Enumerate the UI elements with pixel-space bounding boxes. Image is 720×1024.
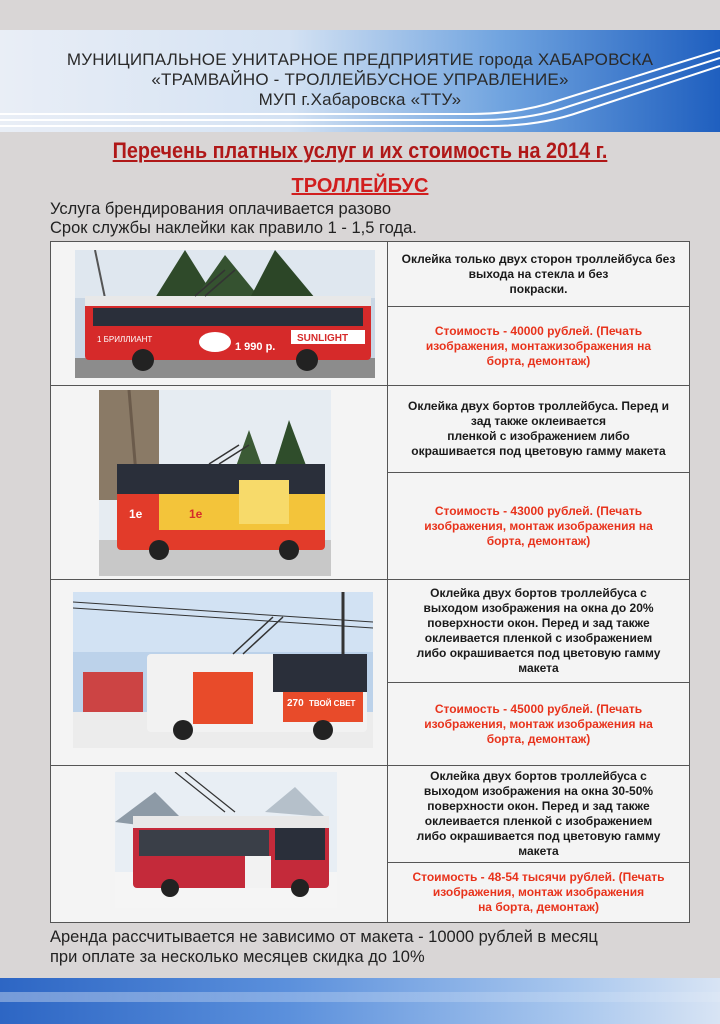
photo-cell bbox=[51, 580, 388, 765]
services-table bbox=[50, 241, 690, 923]
ad-text-b: ТВОЙ СВЕТ bbox=[309, 699, 356, 708]
trolleybus-photo-4 bbox=[115, 772, 337, 908]
photo-cell bbox=[51, 766, 388, 922]
desc-line: оклеивается пленкой с изображением bbox=[424, 814, 653, 828]
price-line: на борта, демонтаж) bbox=[478, 900, 599, 914]
org-line-3: МУП г.Хабаровска «ТТУ» bbox=[258, 90, 462, 109]
ad-text-a: 1e bbox=[129, 507, 143, 521]
desc-line: либо окрашивается под цветовую гамму bbox=[416, 646, 661, 660]
photo-cell bbox=[51, 242, 388, 385]
ad-text-c: SUNLIGHT bbox=[297, 333, 349, 344]
ad-text-b: 1 990 р. bbox=[235, 341, 276, 353]
desc-line: Оклейка только двух сторон троллейбуса без bbox=[401, 251, 676, 266]
bottom-banner-shine bbox=[0, 992, 720, 1002]
desc-line: Оклейка двух бортов троллейбуса с bbox=[430, 586, 647, 600]
desc-line: выходом изображения на окна до 20% bbox=[423, 601, 654, 615]
top-margin bbox=[0, 0, 720, 30]
price-line: изображения, монтаж изображения bbox=[432, 885, 645, 899]
desc-line: зад также оклеивается bbox=[470, 414, 607, 428]
desc-line: либо окрашивается под цветовую гамму bbox=[416, 829, 661, 843]
table-row bbox=[51, 580, 689, 766]
table-row bbox=[51, 386, 689, 580]
service-description bbox=[388, 386, 689, 472]
section-title: ТРОЛЛЕЙБУС bbox=[291, 175, 429, 197]
bottom-banner bbox=[0, 978, 720, 1024]
desc-line: пленкой с изображением либо bbox=[447, 429, 630, 443]
desc-line: оклеивается пленкой с изображением bbox=[424, 631, 653, 645]
desc-line: макета bbox=[518, 844, 559, 858]
trolleybus-photo-1 bbox=[75, 250, 375, 378]
table-row bbox=[51, 242, 689, 386]
footer-line-1: Аренда рассчитывается не зависимо от макета - 10000 рублей в месяц bbox=[50, 928, 598, 946]
org-line-2: «ТРАМВАЙНО - ТРОЛЛЕЙБУСНОЕ УПРАВЛЕНИЕ» bbox=[151, 70, 569, 89]
ad-text-b: 1e bbox=[189, 507, 203, 521]
price-line: борта, демонтаж) bbox=[486, 534, 591, 548]
price-line: Стоимость - 40000 рублей. (Печать bbox=[434, 324, 643, 338]
desc-line: Оклейка двух бортов троллейбуса. Перед и bbox=[407, 399, 669, 413]
price-line: Стоимость - 45000 рублей. (Печать bbox=[434, 702, 643, 716]
desc-line: поверхности окон. Перед и зад также bbox=[427, 799, 650, 813]
intro-line-2: Срок службы наклейки как правило 1 - 1,5 года. bbox=[50, 219, 417, 237]
price-line: изображения, монтажизображения на bbox=[425, 339, 652, 353]
desc-line: покраски. bbox=[509, 281, 568, 296]
header-banner bbox=[0, 30, 720, 132]
service-price bbox=[388, 862, 689, 922]
price-line: изображения, монтаж изображения на bbox=[424, 519, 653, 533]
ad-text-a: 1 БРИЛЛИАНТ bbox=[97, 335, 153, 344]
price-line: борта, демонтаж) bbox=[486, 354, 591, 368]
service-price bbox=[388, 472, 689, 580]
price-line: Стоимость - 43000 рублей. (Печать bbox=[434, 504, 643, 518]
intro-text bbox=[50, 200, 417, 238]
org-line-1: МУНИЦИПАЛЬНОЕ УНИТАРНОЕ ПРЕДПРИЯТИЕ города ХАБАРОВСКА bbox=[66, 50, 654, 69]
service-price bbox=[388, 682, 689, 766]
footer-line-2: при оплате за несколько месяцев скидка до 10% bbox=[50, 947, 425, 966]
price-line: изображения, монтаж изображения на bbox=[424, 717, 653, 731]
ad-text-a: 270 bbox=[287, 698, 304, 709]
photo-cell bbox=[51, 386, 388, 579]
service-price bbox=[388, 306, 689, 386]
desc-line: выходом изображения на окна 30-50% bbox=[423, 784, 654, 798]
trolleybus-photo-2 bbox=[99, 390, 331, 576]
price-line: борта, демонтаж) bbox=[486, 732, 591, 746]
intro-line-1: Услуга брендирования оплачивается разово bbox=[50, 200, 392, 218]
desc-line: макета bbox=[518, 661, 559, 675]
service-description bbox=[388, 242, 689, 306]
service-description bbox=[388, 580, 689, 682]
footer-note bbox=[50, 928, 598, 967]
trolleybus-photo-3 bbox=[73, 592, 373, 748]
page-title: Перечень платных услуг и их стоимость на 2014 г. bbox=[112, 138, 608, 163]
desc-line: окрашивается под цветовую гамму макета bbox=[411, 444, 666, 458]
price-line: Стоимость - 48-54 тысячи рублей. (Печать bbox=[412, 870, 665, 884]
table-row bbox=[51, 766, 689, 922]
desc-line: выхода на стекла и без bbox=[468, 266, 609, 281]
desc-line: поверхности окон. Перед и зад также bbox=[427, 616, 650, 630]
service-description bbox=[388, 766, 689, 862]
header-text bbox=[0, 50, 720, 110]
desc-line: Оклейка двух бортов троллейбуса с bbox=[430, 769, 647, 783]
